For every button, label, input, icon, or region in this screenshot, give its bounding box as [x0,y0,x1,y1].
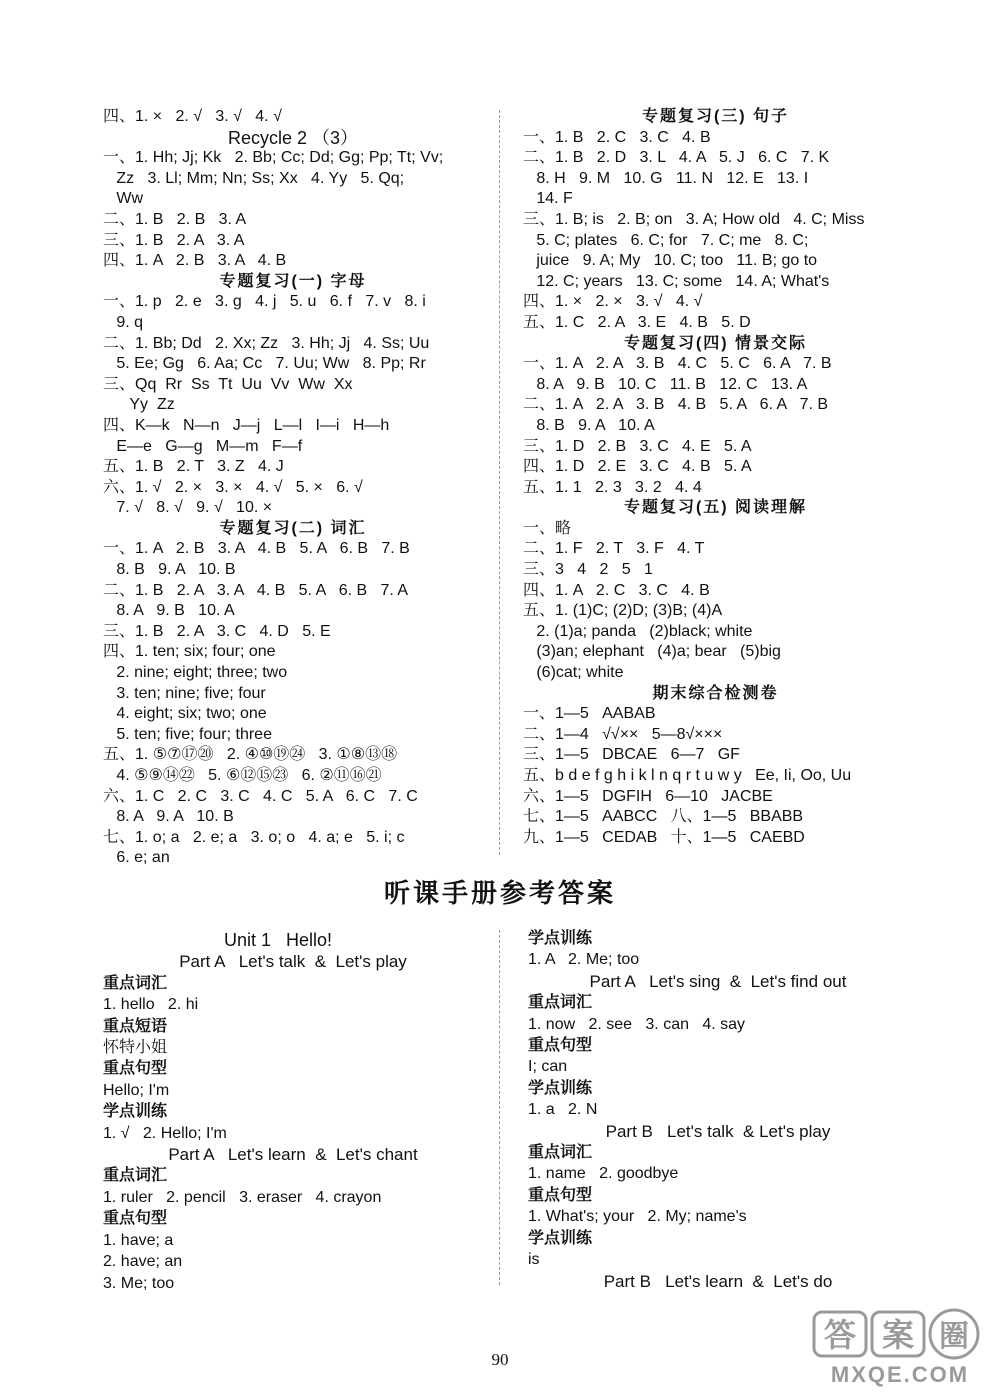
section-heading: Part A Let's learn & Let's chant [168,1145,418,1165]
answer-line: 2. (1)a; panda (2)black; white [523,622,753,640]
answer-line: 1. √ 2. Hello; I'm [103,1124,227,1142]
section-heading: 重点句型 [103,1210,168,1228]
section-heading: 期末综合检测卷 [652,684,779,702]
answer-line: Yy Zz [103,396,175,414]
section-heading: 专题复习(四) 情景交际 [623,334,808,352]
answer-line: 8. A 9. B 10. A [103,602,235,620]
answer-line: 三、1. B; is 2. B; on 3. A; How old 4. C; Miss [523,210,865,228]
answer-line: 1. hello 2. hi [103,996,199,1014]
section-heading: 重点词汇 [528,994,593,1012]
section-heading: 专题复习(五) 阅读理解 [623,499,808,517]
answer-line: 1. a 2. N [528,1101,598,1119]
answer-line: 1. What's; your 2. My; name's [528,1208,747,1226]
answer-line: 4. ⑤⑨⑭㉒ 5. ⑥⑫⑮㉓ 6. ②⑪⑯㉑ [103,767,382,784]
answer-line: 3. ten; nine; five; four [103,684,266,702]
answer-line: 1. ruler 2. pencil 3. eraser 4. crayon [103,1188,382,1206]
section-heading: Part B Let's talk & Let's play [605,1121,831,1141]
watermark-char-3: 圈 [939,1319,969,1354]
answer-line: 五、b d e f g h i k l n q r t u w y Ee, Ii, Oo, Uu [523,767,852,784]
answer-line: 8. B 9. A 10. A [523,416,655,434]
answer-line: 12. C; years 13. C; some 14. A; What's [523,272,830,290]
handbook-left-column [103,930,483,1294]
section-heading: 学点训练 [528,1229,593,1247]
answer-line: 三、3 4 2 5 1 [523,561,653,579]
answer-line: 七、1. o; a 2. e; a 3. o; o 4. a; e 5. i; c [103,828,405,846]
section-heading: 学点训练 [528,930,593,947]
answer-line: 三、1. D 2. B 3. C 4. E 5. A [523,437,752,455]
answer-line: 8. A 9. A 10. B [103,808,234,826]
answer-line: 三、1. B 2. A 3. A [103,231,245,249]
answer-line: Hello; I'm [103,1081,170,1099]
answer-line: 五、1. 1 2. 3 3. 2 4. 4 [523,478,702,496]
answer-line: 1. now 2. see 3. can 4. say [528,1015,746,1033]
answer-line: 五、1. (1)C; (2)D; (3)B; (4)A [523,602,723,620]
answer-line: 三、1—5 DBCAE 6—7 GF [523,746,740,764]
answer-line: 二、1. F 2. T 3. F 4. T [523,540,705,558]
answer-line: 四、1. D 2. E 3. C 4. B 5. A [523,458,752,476]
answer-line: 五、1. B 2. T 3. Z 4. J [103,458,284,476]
answer-line: 2. nine; eight; three; two [103,664,288,682]
answer-line: juice 9. A; My 10. C; too 11. B; go to [523,252,818,270]
answer-line: E—e G—g M—m F—f [103,437,303,455]
section-heading: 专题复习(二) 词汇 [219,519,367,537]
answer-line: (6)cat; white [523,664,624,682]
answer-line: 五、1. C 2. A 3. E 4. B 5. D [523,313,751,331]
answer-line: 二、1. B 2. A 3. A 4. B 5. A 6. B 7. A [103,581,409,599]
section-heading: 重点词汇 [528,1144,593,1162]
answer-line: 三、Qq Rr Ss Tt Uu Vv Ww Xx [103,375,353,393]
section-heading: 学点训练 [103,1103,168,1121]
answer-line: 6. e; an [103,849,170,867]
answer-line: 14. F [523,190,573,208]
answer-line: 8. A 9. B 10. C 11. B 12. C 13. A [523,375,808,393]
answer-line: 一、1. B 2. C 3. C 4. B [523,128,711,146]
answer-line: 五、1. ⑤⑦⑰⑳ 2. ④⑩⑲㉔ 3. ①⑧⑬⑱ [103,746,398,764]
section-heading: 专题复习(三) 句子 [641,108,790,125]
section-heading: 重点短语 [103,1017,168,1035]
watermark-domain: MXQE.COM [830,1362,970,1387]
answer-line: 2. have; an [103,1253,183,1271]
answer-line: 四、K—k N—n J—j L—l I—i H—h [103,416,390,434]
answer-line: 1. have; a [103,1231,174,1249]
section-heading: 重点句型 [528,1186,593,1204]
answer-line: 二、1. Bb; Dd 2. Xx; Zz 3. Hh; Jj 4. Ss; Uu [103,334,430,352]
answer-line: 9. q [103,313,144,331]
section-heading: 重点词汇 [103,974,168,992]
answer-line: 8. H 9. M 10. G 11. N 12. E 13. I [523,169,809,187]
answer-line: 七、1—5 AABCC 八、1—5 BBABB [523,808,804,826]
answers-left-column [103,107,483,869]
section-heading: 学点训练 [528,1079,593,1097]
answer-line: 六、1. √ 2. × 3. × 4. √ 5. × 6. √ [103,478,363,496]
answer-line: 六、1—5 DGFIH 6—10 JACBE [523,787,773,805]
answer-line: 8. B 9. A 10. B [103,561,236,579]
answer-line: 三、1. B 2. A 3. C 4. D 5. E [103,622,331,640]
answer-line: 四、1. A 2. C 3. C 4. B [523,581,710,599]
watermark-char-2: 案 [881,1316,915,1354]
answer-line: 一、1. p 2. e 3. g 4. j 5. u 6. f 7. v 8. i [103,293,426,311]
section-heading: 重点句型 [103,1060,168,1078]
answer-line: 3. Me; too [103,1274,175,1292]
answer-line: 一、1. Hh; Jj; Kk 2. Bb; Cc; Dd; Gg; Pp; Tt; Vv; [103,149,444,167]
answer-line: 一、1. A 2. A 3. B 4. C 5. C 6. A 7. B [523,355,832,373]
answer-line: is [528,1251,540,1269]
section-heading: 专题复习(一) 字母 [219,272,367,290]
column-divider-bottom [499,930,500,1285]
section-heading: Part A Let's sing & Let's find out [589,971,847,991]
answer-line: 5. C; plates 6. C; for 7. C; me 8. C; [523,231,809,249]
watermark-logo [812,1308,987,1388]
section-heading: Unit 1 Hello! [223,930,333,950]
answer-line: 一、1—5 AABAB [523,705,656,723]
answer-line: Ww [103,190,143,208]
section-title: 听课手册参考答案 [383,878,616,908]
section-heading: 重点句型 [528,1037,593,1055]
answer-line: 二、1. B 2. D 3. L 4. A 5. J 6. C 7. K [523,149,830,167]
page-number: 90 [491,1350,509,1369]
column-divider-top [499,110,500,855]
section-heading: 重点词汇 [103,1167,168,1185]
answer-line: 四、1. × 2. √ 3. √ 4. √ [103,108,282,125]
answer-line: 二、1. B 2. B 3. A [103,210,247,228]
answer-line: 四、1. × 2. × 3. √ 4. √ [523,293,703,311]
answers-right-column [523,107,908,848]
section-heading: Recycle 2 （3） [227,127,359,148]
answer-line: 4. eight; six; two; one [103,705,267,723]
answer-line: 四、1. ten; six; four; one [103,643,276,661]
handbook-right-column [528,928,908,1292]
answer-line: 四、1. A 2. B 3. A 4. B [103,252,287,270]
answer-line: 1. name 2. goodbye [528,1165,679,1183]
answer-line: 九、1—5 CEDAB 十、1—5 CAEBD [523,828,805,846]
watermark-char-1: 答 [823,1316,857,1354]
answer-line: 5. ten; five; four; three [103,725,272,743]
answer-line: 一、1. A 2. B 3. A 4. B 5. A 6. B 7. B [103,540,410,558]
answer-line: 一、略 [523,519,572,537]
answer-line: I; can [528,1058,568,1076]
answer-line: Zz 3. Ll; Mm; Nn; Ss; Xx 4. Yy 5. Qq; [103,169,405,187]
section-heading: Part B Let's learn & Let's do [603,1271,833,1291]
answer-line: 二、1. A 2. A 3. B 4. B 5. A 6. A 7. B [523,396,829,414]
answer-line: 5. Ee; Gg 6. Aa; Cc 7. Uu; Ww 8. Pp; Rr [103,355,426,373]
answer-line: 六、1. C 2. C 3. C 4. C 5. A 6. C 7. C [103,787,418,805]
answer-line: 怀特小姐 [103,1039,168,1057]
answer-line: (3)an; elephant (4)a; bear (5)big [523,643,781,661]
answer-line: 1. A 2. Me; too [528,951,640,969]
answer-line: 7. √ 8. √ 9. √ 10. × [103,499,273,517]
section-heading: Part A Let's talk & Let's play [179,952,407,972]
answer-line: 二、1—4 √√×× 5—8√××× [523,725,723,743]
